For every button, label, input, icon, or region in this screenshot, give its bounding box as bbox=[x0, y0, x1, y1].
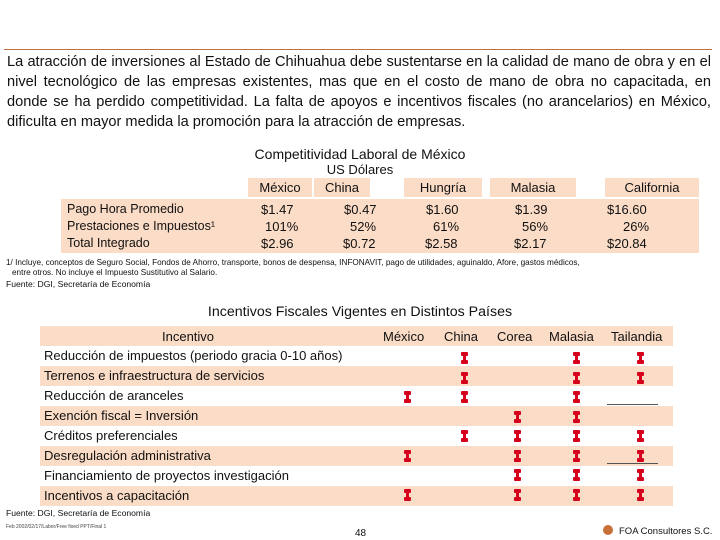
red-pin-icon bbox=[637, 372, 644, 384]
firm-name: FOA Consultores S.C. bbox=[619, 526, 713, 537]
red-pin-icon bbox=[573, 450, 580, 462]
labor-source: Fuente: DGI, Secretaría de Economía bbox=[6, 279, 151, 289]
labor-cell: $0.47 bbox=[344, 202, 377, 217]
red-pin-icon bbox=[637, 430, 644, 442]
labor-table-title: Competitividad Laboral de México bbox=[254, 146, 466, 162]
red-pin-icon bbox=[461, 372, 468, 384]
red-pin-icon bbox=[573, 489, 580, 501]
incentives-source: Fuente: DGI, Secretaría de Economía bbox=[6, 508, 151, 518]
red-pin-icon bbox=[573, 372, 580, 384]
red-pin-icon bbox=[461, 391, 468, 403]
red-pin-icon bbox=[573, 352, 580, 364]
incentive-row-label: Reducción de impuestos (periodo gracia 0-10 años) bbox=[44, 348, 343, 363]
incentive-row-label: Reducción de aranceles bbox=[44, 388, 184, 403]
incentive-row-label: Desregulación administrativa bbox=[44, 448, 211, 463]
table-rule bbox=[607, 404, 658, 405]
labor-footnote-cont: entre otros. No incluye el Impuesto Sustitutivo al Salario. bbox=[12, 268, 218, 277]
labor-col-header-china: China bbox=[325, 180, 359, 195]
red-pin-icon bbox=[514, 450, 521, 462]
labor-footnote: 1/ Incluye, conceptos de Seguro Social, Fondos de Ahorro, transporte, bonos de despensa, INFONAVIT, pago de utilidades, aguinaldo, Afore, gastos médicos, bbox=[6, 258, 580, 267]
labor-row-label: Prestaciones e Impuestos¹ bbox=[67, 219, 215, 233]
intro-paragraph: La atracción de inversiones al Estado de Chihuahua debe sustentarse en la calidad de mano de obra y en el nivel tecnológico de las empresas existentes, mas que en el costo de mano de obra no capacitada, en donde se ha perdido competitividad. La falta de apoyos e incentivos fiscales (no arancelarios) en México, dificulta en mayor medida la promoción para la atracción de empresas. bbox=[7, 54, 711, 130]
labor-cell: $2.17 bbox=[514, 236, 547, 251]
red-pin-icon bbox=[637, 489, 644, 501]
incentive-row-label: Créditos preferenciales bbox=[44, 428, 178, 443]
red-pin-icon bbox=[637, 450, 644, 462]
incentives-col-header-malasia: Malasia bbox=[549, 329, 594, 344]
red-pin-icon bbox=[461, 352, 468, 364]
labor-cell: $1.39 bbox=[515, 202, 548, 217]
red-pin-icon bbox=[514, 411, 521, 423]
incentive-row-label: Exención fiscal = Inversión bbox=[44, 408, 199, 423]
labor-col-header-mexico: México bbox=[259, 180, 301, 195]
red-pin-icon bbox=[404, 450, 411, 462]
labor-cell: 52% bbox=[350, 219, 377, 234]
incentives-col-header-corea: Corea bbox=[497, 329, 533, 344]
page-number: 48 bbox=[355, 528, 367, 539]
incentive-row-label: Incentivos a capacitación bbox=[44, 488, 190, 503]
labor-cell: 26% bbox=[623, 219, 650, 234]
table-rule bbox=[607, 463, 658, 464]
red-pin-icon bbox=[461, 430, 468, 442]
labor-table-subtitle: US Dólares bbox=[326, 162, 394, 177]
red-pin-icon bbox=[637, 469, 644, 481]
red-pin-icon bbox=[573, 430, 580, 442]
labor-cell: $1.60 bbox=[426, 202, 459, 217]
labor-cell: 56% bbox=[522, 219, 549, 234]
red-pin-icon bbox=[637, 352, 644, 364]
red-pin-icon bbox=[404, 391, 411, 403]
labor-cell: $2.58 bbox=[425, 236, 458, 251]
incentives-col-header-tailandia: Tailandia bbox=[611, 329, 663, 344]
firm-logo-icon bbox=[603, 525, 613, 535]
red-pin-icon bbox=[404, 489, 411, 501]
red-pin-icon bbox=[573, 411, 580, 423]
labor-col-header-hungria: Hungría bbox=[419, 180, 467, 195]
labor-cell: $1.47 bbox=[261, 202, 294, 217]
labor-col-header-malasia: Malasia bbox=[510, 180, 556, 195]
labor-cell: 61% bbox=[433, 219, 460, 234]
labor-cell: $20.84 bbox=[607, 236, 647, 251]
incentives-table-title: Incentivos Fiscales Vigentes en Distintos Países bbox=[207, 304, 513, 320]
incentives-col-header-china: China bbox=[444, 329, 478, 344]
labor-col-header-california: California bbox=[624, 180, 680, 195]
labor-cell: 101% bbox=[265, 219, 299, 234]
incentives-header-label: Incentivo bbox=[162, 329, 215, 344]
labor-cell: $16.60 bbox=[607, 202, 647, 217]
header-rule bbox=[4, 49, 712, 50]
file-reference: Feb 2002/02/17/Labor/Free fixed PPT/Final 1 bbox=[6, 524, 107, 530]
red-pin-icon bbox=[514, 489, 521, 501]
red-pin-icon bbox=[514, 430, 521, 442]
incentive-row-label: Financiamiento de proyectos investigación bbox=[44, 468, 289, 483]
red-pin-icon bbox=[573, 391, 580, 403]
incentive-row-label: Terrenos e infraestructura de servicios bbox=[44, 368, 265, 383]
labor-cell: $0.72 bbox=[343, 236, 376, 251]
incentives-col-header-mexico: México bbox=[383, 329, 425, 344]
red-pin-icon bbox=[514, 469, 521, 481]
labor-row-label: Total Integrado bbox=[67, 236, 150, 250]
red-pin-icon bbox=[573, 469, 580, 481]
labor-row-label: Pago Hora Promedio bbox=[67, 202, 184, 216]
labor-cell: $2.96 bbox=[261, 236, 294, 251]
